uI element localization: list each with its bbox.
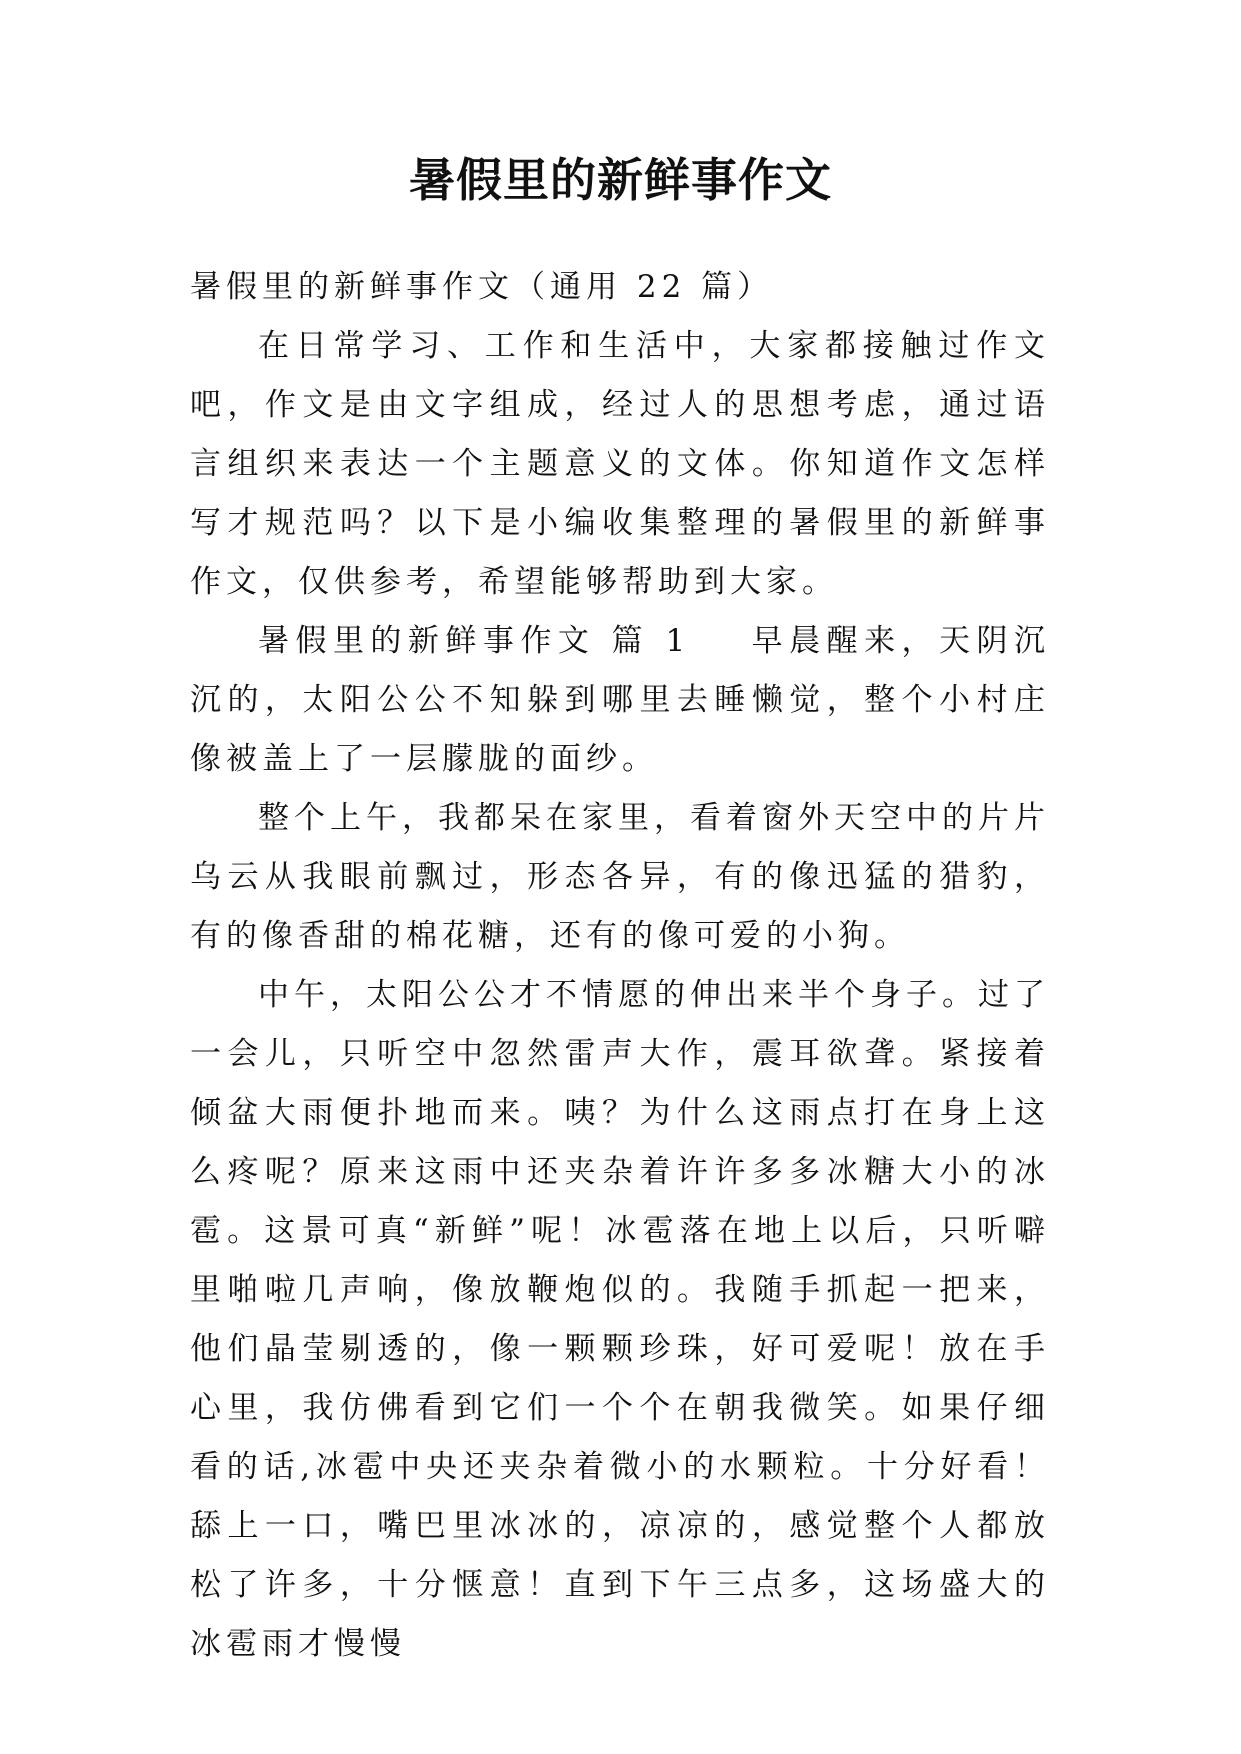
body-paragraph: 中午，太阳公公才不情愿的伸出来半个身子。过了一会儿，只听空中忽然雷声大作，震耳欲聋。紧接着倾盆大雨便扑地而来。咦？为什么这雨点打在身上这么疼呢？原来这雨中还夹杂着许许多多冰糖大小的冰雹。这景可真“新鲜”呢！冰雹落在地上以后，只听噼里啪啦几声响，像放鞭炮似的。我随手抓起一把来，他们晶莹剔透的，像一颗颗珍珠，好可爱呢！放在手心里，我仿佛看到它们一个个在朝我微笑。如果仔细看的话,冰雹中央还夹杂着微小的水颗粒。十分好看！舔上一口，嘴巴里冰冰的，凉凉的，感觉整个人都放松了许多，十分惬意！直到下午三点多，这场盛大的冰雹雨才慢慢 [190, 977, 1050, 1662]
document-subtitle: 暑假里的新鲜事作文（通用 22 篇） [190, 269, 774, 305]
document-title: 暑假里的新鲜事作文 [409, 153, 832, 207]
intro-paragraph: 在日常学习、工作和生活中，大家都接触过作文吧，作文是由文字组成，经过人的思想考虑，通过语言组织来表达一个主题意义的文体。你知道作文怎样写才规范吗？以下是小编收集整理的暑假里的新鲜事作文，仅供参考，希望能够帮助到大家。 [190, 328, 1050, 600]
section-heading: 暑假里的新鲜事作文 篇 1 [258, 623, 691, 659]
document-body [190, 258, 1050, 1674]
section-paragraph [190, 612, 1050, 789]
section-first-text: 早晨醒来，天阴沉沉的，太阳公公不知躲到哪里去睡懒觉，整个小村庄像被盖上了一层朦胧的面纱。 [190, 623, 1050, 777]
body-paragraph: 整个上午，我都呆在家里，看着窗外天空中的片片乌云从我眼前飘过，形态各异，有的像迅猛的猎豹，有的像香甜的棉花糖，还有的像可爱的小狗。 [190, 800, 1050, 954]
